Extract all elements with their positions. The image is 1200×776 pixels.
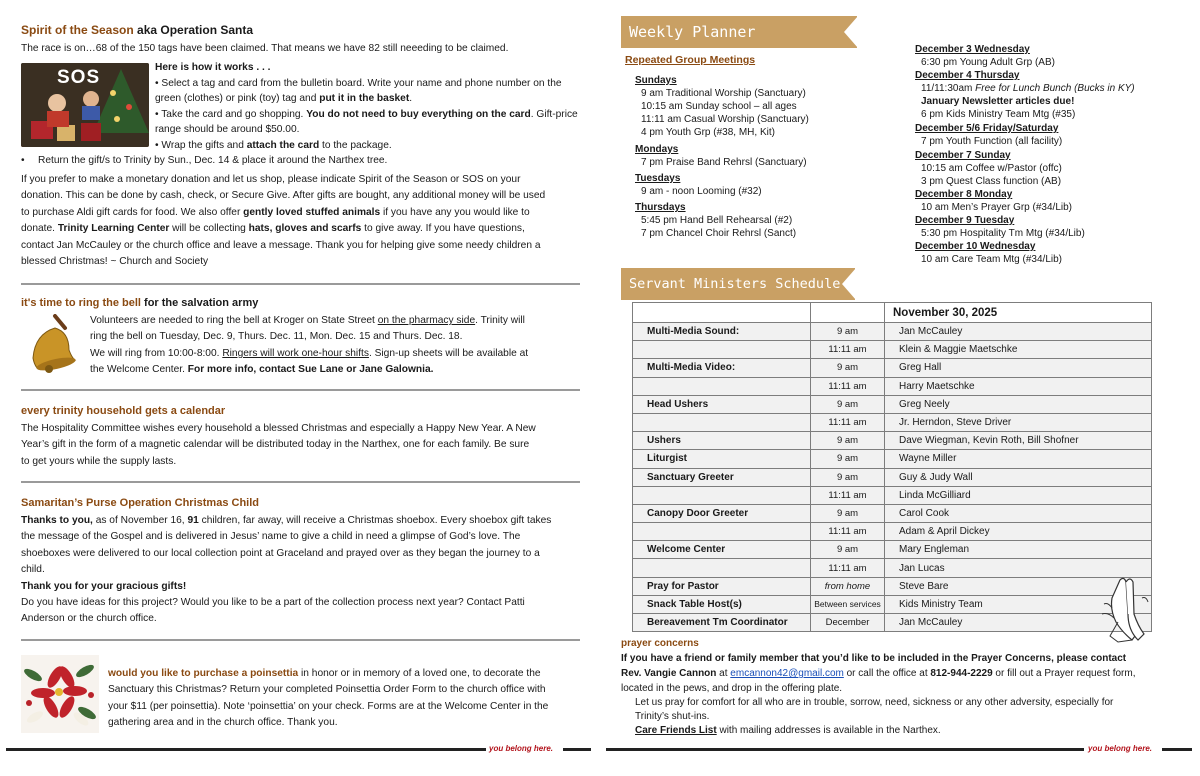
schedule-name: Mary Engleman	[885, 541, 1152, 559]
sos-how-it-works	[155, 60, 585, 154]
schedule-row	[633, 577, 1152, 595]
repeated-heading: Repeated Group Meetings	[625, 54, 756, 66]
schedule-row	[633, 395, 1152, 413]
schedule-header-blank-1	[633, 303, 811, 323]
schedule-time: 11:11 am	[811, 559, 885, 577]
schedule-row	[633, 432, 1152, 450]
schedule-time: 9 am	[811, 432, 885, 450]
schedule-name: Klein & Maggie Maetschke	[885, 341, 1152, 359]
dec4-b: January Newsletter articles due!	[921, 96, 1075, 107]
poinsettia-l4: gathering area and in the church office. Thank you.	[108, 717, 338, 729]
weekly-planner-banner: Weekly Planner	[621, 16, 857, 48]
servant-schedule-table	[632, 302, 1152, 632]
sun-3: 11:11 am Casual Worship (Sanctuary)	[641, 114, 809, 125]
schedule-time: 11:11 am	[811, 523, 885, 541]
sos-article	[21, 22, 581, 57]
schedule-name: Jan Lucas	[885, 559, 1152, 577]
calendar-body	[21, 421, 586, 470]
dec7-b: 3 pm Quest Class function (AB)	[921, 176, 1062, 187]
schedule-date: November 30, 2025	[885, 303, 1152, 323]
schedule-row	[633, 523, 1152, 541]
schedule-name: Harry Maetschke	[885, 377, 1152, 395]
sos-p3: to purchase Aldi gift cards for food. We also offer gently loved stuffed animals if you have any you would like to	[21, 206, 530, 218]
dec4-a: 11/11:30am Free for Lunch Bunch (Bucks in KY)	[921, 83, 1135, 94]
footer-rule-left-end	[563, 748, 591, 751]
schedule-name: Jan McCauley	[885, 323, 1152, 341]
footer-rule-right	[606, 748, 1084, 751]
footer-rule-left	[6, 748, 486, 751]
prayer-l5: Trinity’s shut-ins.	[635, 711, 710, 722]
bullet-3: • Wrap the gifts and attach the card to the package.	[155, 139, 392, 151]
sundays-heading: Sundays	[635, 75, 677, 86]
schedule-time: Between services	[811, 595, 885, 613]
schedule-time: 9 am	[811, 359, 885, 377]
praying-hands-icon	[1098, 574, 1150, 644]
schedule-row	[633, 595, 1152, 613]
schedule-role: Ushers	[633, 432, 811, 450]
dec7-a: 10:15 am Coffee w/Pastor (offc)	[921, 163, 1062, 174]
schedule-time: 11:11 am	[811, 486, 885, 504]
schedule-name: Steve Bare	[885, 577, 1152, 595]
sos-p1: If you prefer to make a monetary donation and let us shop, please indicate Spirit of the Season or SOS on your	[21, 174, 521, 185]
schedule-role: Multi-Media Sound:	[633, 323, 811, 341]
samaritan-l5: Thank you for your gracious gifts!	[21, 580, 187, 592]
sos-photo	[21, 63, 149, 147]
schedule-time: 9 am	[811, 541, 885, 559]
bell-l4: the Welcome Center. For more info, contact Sue Lane or Jane Galownia.	[90, 364, 434, 376]
thursdays-heading: Thursdays	[635, 202, 686, 213]
calendar-title: every trinity household gets a calendar	[21, 405, 226, 417]
samaritan-l1: Thanks to you, as of November 16, 91 children, far away, will receive a Christmas shoebox. Every shoebox gift takes	[21, 515, 552, 526]
prayer-l6: Care Friends List with mailing addresses is available in the Narthex.	[635, 725, 941, 736]
dec4-c: 6 pm Kids Ministry Team Mtg (#35)	[921, 109, 1076, 120]
schedule-role: Pray for Pastor	[633, 577, 811, 595]
samaritan-l2: the message of the Gospel and is delivered in Jesus’ name to give a child in need a glimpse of God’s love. The	[21, 531, 521, 543]
sos-intro: The race is on…68 of the 150 tags have been claimed. That means we have 82 still neeeding to be claimed.	[21, 43, 509, 54]
prayer-section	[621, 637, 1181, 738]
dec56-a: 7 pm Youth Function (all facility)	[921, 136, 1063, 147]
schedule-name: Greg Neely	[885, 395, 1152, 413]
sos-title: Spirit of the Season aka Operation Santa	[21, 23, 254, 37]
schedule-row	[633, 359, 1152, 377]
poinsettia-body	[108, 666, 588, 732]
divider-3	[21, 481, 580, 483]
sos-photo-label: SOS	[57, 67, 101, 88]
poinsettia-l1: would you like to purchase a poinsettia in honor or in memory of a loved one, to decorate the	[108, 668, 541, 679]
samaritan-title: Samaritan’s Purse Operation Christmas Child	[21, 497, 259, 509]
prayer-l3: located in the pews, and drop in the offering plate.	[621, 683, 843, 694]
poinsettia-l2: Sanctuary this Christmas? Return your completed Poinsettia Order Form to the church office with	[108, 684, 546, 696]
dec3-heading: December 3 Wednesday	[915, 44, 1030, 55]
schedule-name: Guy & Judy Wall	[885, 468, 1152, 486]
bullet-2a: • Take the card and go shopping. You do not need to buy everything on the card. Gift-price	[155, 108, 578, 120]
samaritan-l3: shoeboxes were delivered to our local collection point at Graceland and prayed over as they began the journey to a	[21, 547, 540, 559]
sos-p2: donation. This can be done by cash, check, or Secure Give. After gifts are bought, any additional money will be used	[21, 190, 546, 202]
tue-1: 9 am - noon Looming (#32)	[641, 186, 762, 197]
schedule-role: Liturgist	[633, 450, 811, 468]
schedule-role: Welcome Center	[633, 541, 811, 559]
schedule-header-blank-2	[811, 303, 885, 323]
schedule-role: Sanctuary Greeter	[633, 468, 811, 486]
schedule-role	[633, 523, 811, 541]
bell-l3: We will ring from 10:00-8:00. Ringers will work one-hour shifts. Sign-up sheets will be available at	[90, 347, 529, 359]
footer-rule-right-end	[1162, 748, 1192, 751]
schedule-name: Linda McGilliard	[885, 486, 1152, 504]
samaritan-body	[21, 513, 586, 628]
dec9-a: 5:30 pm Hospitality Tm Mtg (#34/Lib)	[921, 228, 1085, 239]
schedule-time: 11:11 am	[811, 413, 885, 431]
schedule-row	[633, 468, 1152, 486]
schedule-header-row	[633, 303, 1152, 323]
sun-2: 10:15 am Sunday school – all ages	[641, 101, 797, 112]
prayer-l2: Rev. Vangie Cannon at emcannon42@gmail.com or call the office at 812-944-2229 or fill out a Prayer request form,	[621, 668, 1136, 679]
bullet-2b: range should be around $50.00.	[155, 124, 300, 136]
schedule-time: 9 am	[811, 450, 885, 468]
schedule-role	[633, 559, 811, 577]
schedule-row	[633, 486, 1152, 504]
servant-ministers-banner: Servant Ministers Schedule	[621, 268, 855, 300]
divider-4	[21, 639, 580, 641]
schedule-row	[633, 450, 1152, 468]
schedule-row	[633, 541, 1152, 559]
prayer-l4: Let us pray for comfort for all who are in trouble, sorrow, need, sickness or any other adversity, especially for	[635, 697, 1114, 708]
schedule-name: Wayne Miller	[885, 450, 1152, 468]
poinsettia-image	[21, 655, 99, 733]
samaritan-l6: Do you have ideas for this project? Would you like to be a part of the collection process next year? Contact Patti	[21, 597, 525, 609]
schedule-time: 9 am	[811, 468, 885, 486]
schedule-name: Greg Hall	[885, 359, 1152, 377]
bell-title: it's time to ring the bell for the salvation army	[21, 297, 259, 309]
dec4-heading: December 4 Thursday	[915, 70, 1020, 81]
schedule-role: Canopy Door Greeter	[633, 504, 811, 522]
schedule-role: Head Ushers	[633, 395, 811, 413]
thu-2: 7 pm Chancel Choir Rehrsl (Sanct)	[641, 228, 797, 239]
mon-1: 7 pm Praise Band Rehrsl (Sanctuary)	[641, 157, 807, 168]
calendar-l3: to get yours while the supply lasts.	[21, 455, 177, 467]
schedule-role	[633, 377, 811, 395]
schedule-role: Snack Table Host(s)	[633, 595, 811, 613]
sun-4: 4 pm Youth Grp (#38, MH, Kit)	[641, 127, 775, 138]
schedule-time: from home	[811, 577, 885, 595]
schedule-name: Kids Ministry Team	[885, 595, 1152, 613]
prayer-email-link[interactable]: emcannon42@gmail.com	[730, 668, 844, 679]
how-heading: Here is how it works . . .	[155, 62, 271, 73]
poinsettia-l3: your $11 (per poinsettia). Note ‘poinsettia’ on your check. Forms are at the Welcome Center in the	[108, 700, 549, 712]
dec10-heading: December 10 Wednesday	[915, 241, 1036, 252]
dec56-heading: December 5/6 Friday/Saturday	[915, 123, 1059, 134]
bell-body	[90, 313, 585, 379]
schedule-time: 9 am	[811, 395, 885, 413]
prayer-l1: If you have a friend or family member that you’d like to be included in the Prayer Concerns, please contact	[621, 653, 1127, 664]
schedule-role: Multi-Media Video:	[633, 359, 811, 377]
schedule-name: Jr. Herndon, Steve Driver	[885, 413, 1152, 431]
schedule-row	[633, 323, 1152, 341]
schedule-row	[633, 504, 1152, 522]
divider-1	[21, 283, 580, 285]
thu-1: 5:45 pm Hand Bell Rehearsal (#2)	[641, 215, 793, 226]
bell-icon	[25, 314, 80, 376]
prayer-title: prayer concerns	[621, 638, 699, 649]
tuesdays-heading: Tuesdays	[635, 173, 681, 184]
schedule-time: 11:11 am	[811, 341, 885, 359]
schedule-time: 9 am	[811, 504, 885, 522]
sun-1: 9 am Traditional Worship (Sanctuary)	[641, 88, 806, 99]
sos-p5: contact Jan McCauley or the church office and leave a message. Thank you for helping give some needy children a	[21, 239, 541, 251]
dec10-a: 10 am Care Team Mtg (#34/Lib)	[921, 254, 1062, 265]
sos-p6: blessed Christmas! ~ Church and Society	[21, 256, 209, 268]
schedule-role	[633, 413, 811, 431]
schedule-role	[633, 486, 811, 504]
bell-l2: ring the bell on Tuesday, Dec. 9, Thurs. Dec. 11, Mon. Dec. 15 and Thurs. Dec. 18.	[90, 331, 463, 343]
schedule-name: Carol Cook	[885, 504, 1152, 522]
footer-tagline-right: you belong here.	[1088, 744, 1153, 753]
schedule-name: Jan McCauley	[885, 614, 1152, 632]
mondays-heading: Mondays	[635, 144, 679, 155]
schedule-row	[633, 413, 1152, 431]
bell-l1: Volunteers are needed to ring the bell at Kroger on State Street on the pharmacy side. Trinity will	[90, 315, 525, 326]
samaritan-l7: Anderson or the church office.	[21, 613, 157, 625]
samaritan-l4: child.	[21, 564, 45, 576]
schedule-row	[633, 377, 1152, 395]
bullet-1a: • Select a tag and card from the bulletin board. Write your name and phone number on the	[155, 77, 562, 89]
bullet-4: • Return the gift/s to Trinity by Sun., Dec. 14 & place it around the Narthex tree.	[21, 153, 581, 169]
divider-2	[21, 389, 580, 391]
schedule-time: December	[811, 614, 885, 632]
schedule-time: 11:11 am	[811, 377, 885, 395]
schedule-row	[633, 614, 1152, 632]
dec7-heading: December 7 Sunday	[915, 150, 1011, 161]
schedule-role: Bereavement Tm Coordinator	[633, 614, 811, 632]
bullet-dot: •	[21, 155, 25, 166]
dec9-heading: December 9 Tuesday	[915, 215, 1015, 226]
calendar-l2: Year’s gift in the form of a magnetic calendar will be distributed today in the Narthex, one for each family. Be sure	[21, 439, 530, 451]
sos-p4: donate. Trinity Learning Center will be collecting hats, gloves and scarfs to give away. If you have questions,	[21, 223, 525, 235]
calendar-l1: The Hospitality Committee wishes every household a blessed Christmas and especially a Happy New Year. A New	[21, 423, 536, 434]
schedule-row	[633, 341, 1152, 359]
footer-tagline-left: you belong here.	[489, 744, 554, 753]
schedule-name: Dave Wiegman, Kevin Roth, Bill Shofner	[885, 432, 1152, 450]
bullet-1b: green (clothes) or pink (toy) tag and put it in the basket.	[155, 93, 413, 105]
schedule-role	[633, 341, 811, 359]
schedule-name: Adam & April Dickey	[885, 523, 1152, 541]
dec3-a: 6:30 pm Young Adult Grp (AB)	[921, 57, 1055, 68]
dec8-a: 10 am Men’s Prayer Grp (#34/Lib)	[921, 202, 1072, 213]
schedule-row	[633, 559, 1152, 577]
sos-body	[21, 172, 586, 270]
dec8-heading: December 8 Monday	[915, 189, 1013, 200]
schedule-time: 9 am	[811, 323, 885, 341]
